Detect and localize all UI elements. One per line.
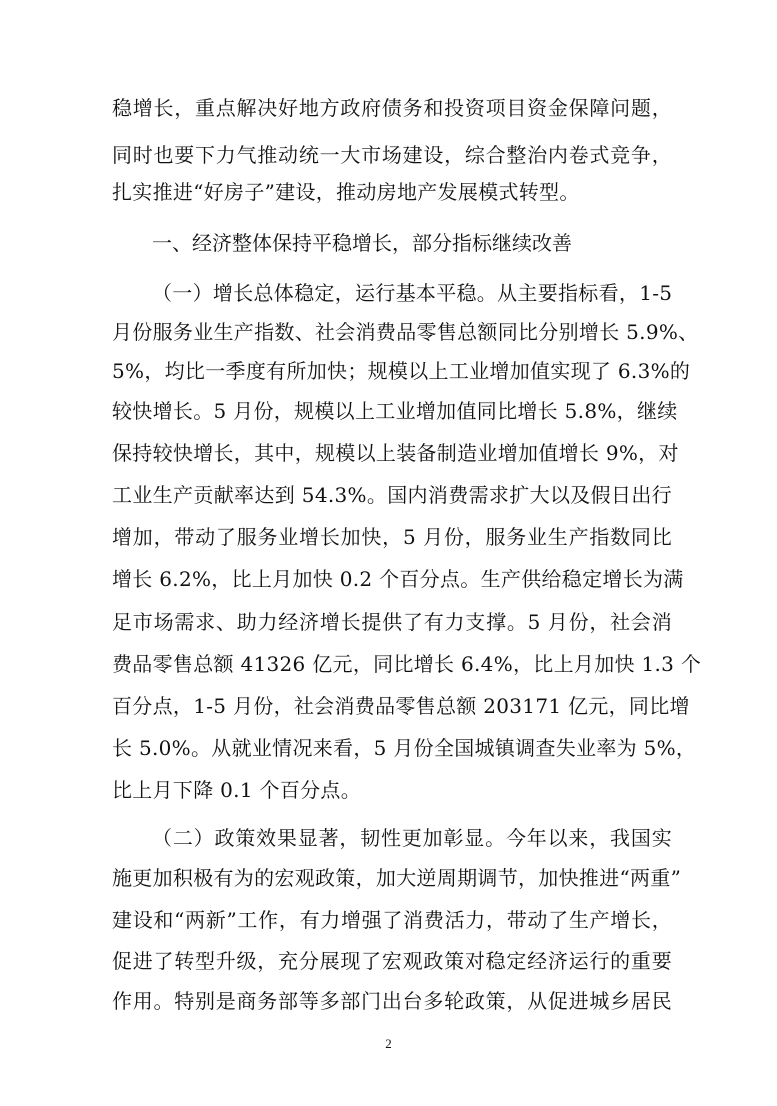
paragraph1-line-9: 足市场需求、助力经济增长提供了有力支撑。5 月份，社会消 — [112, 610, 672, 634]
intro-line-1: 稳增长，重点解决好地方政府债务和投资项目资金保障问题， — [112, 96, 672, 120]
paragraph1-line-2: 月份服务业生产指数、社会消费品零售总额同比分别增长 5.9%、 — [112, 320, 699, 344]
paragraph1-line-4: 较快增长。5 月份，规模以上工业增加值同比增长 5.8%，继续 — [112, 399, 678, 423]
paragraph2-line-2: 施更加积极有为的宏观政策，加大逆周期调节，加快推进“两重” — [112, 866, 682, 890]
paragraph1-line-5: 保持较快增长，其中，规模以上装备制造业增加值增长 9%，对 — [112, 441, 679, 465]
paragraph2-line-3: 建设和“两新”工作，有力增强了消费活力，带动了生产增长， — [112, 908, 672, 932]
paragraph1-line-6: 工业生产贡献率达到 54.3%。国内消费需求扩大以及假日出行 — [112, 483, 672, 507]
page-number: 2 — [385, 1036, 392, 1051]
paragraph1-line-12: 长 5.0%。从就业情况来看，5 月份全国城镇调查失业率为 5%， — [112, 736, 697, 760]
intro-line-3: 扎实推进“好房子”建设，推动房地产发展模式转型。 — [112, 180, 580, 204]
paragraph1-line-3: 5%，均比一季度有所加快；规模以上工业增加值实现了 6.3%的 — [112, 359, 691, 383]
paragraph1-line-10: 费品零售总额 41326 亿元，同比增长 6.4%，比上月加快 1.3 个 — [112, 652, 702, 676]
section-heading: 一、经济整体保持平稳增长，部分指标继续改善 — [152, 231, 572, 255]
intro-line-2: 同时也要下力气推动统一大市场建设，综合整治内卷式竞争， — [112, 143, 672, 167]
paragraph2-line-1: （二）政策效果显著，韧性更加彰显。今年以来，我国实 — [152, 826, 672, 850]
paragraph1-line-7: 增加，带动了服务业增长加快，5 月份，服务业生产指数同比 — [112, 525, 672, 549]
paragraph2-line-4: 促进了转型升级，充分展现了宏观政策对稳定经济运行的重要 — [112, 949, 672, 973]
paragraph1-line-13: 比上月下降 0.1 个百分点。 — [112, 778, 362, 802]
paragraph1-line-1: （一）增长总体稳定，运行基本平稳。从主要指标看，1-5 — [152, 281, 673, 305]
paragraph1-line-8: 增长 6.2%，比上月加快 0.2 个百分点。生产供给稳定增长为满 — [112, 567, 684, 591]
paragraph2-line-5: 作用。特别是商务部等多部门出台多轮政策，从促进城乡居民 — [112, 989, 672, 1013]
paragraph1-line-11: 百分点，1-5 月份，社会消费品零售总额 203171 亿元，同比增 — [112, 694, 690, 718]
